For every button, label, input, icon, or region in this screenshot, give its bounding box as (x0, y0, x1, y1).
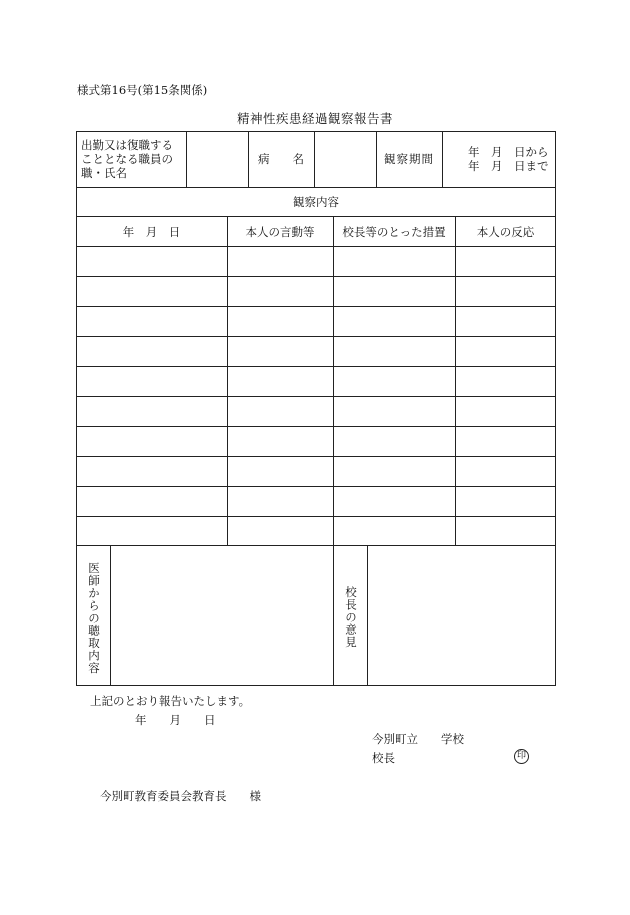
table-row (76, 456, 556, 457)
table-rule (367, 545, 368, 686)
addressee: 今別町教育委員会教育長 様 (100, 789, 261, 803)
seal-icon: 印 (514, 749, 529, 764)
column-measures: 校長等のとった措置 (342, 225, 446, 239)
period-from: 年 月 日から (468, 145, 549, 159)
table-rule (110, 545, 111, 686)
table-rule (314, 131, 315, 187)
period-range (468, 145, 549, 173)
table-rule (76, 246, 556, 247)
doctor-hearing-label: 医師からの聴取内容 (87, 562, 101, 675)
column-date: 年 月 日 (122, 225, 181, 239)
principal-opinion-label: 校長の意見 (344, 586, 358, 649)
table-rule (333, 216, 334, 686)
table-row (76, 366, 556, 367)
period-label: 観察期間 (384, 152, 434, 166)
table-row (76, 516, 556, 517)
form-number: 様式第16号(第15条関係) (77, 83, 208, 97)
table-row (76, 486, 556, 487)
period-to: 年 月 日まで (468, 159, 549, 173)
report-date: 年 月 日 (135, 713, 216, 727)
table-rule (442, 131, 443, 187)
table-row (76, 336, 556, 337)
table-row (76, 306, 556, 307)
table-row (76, 396, 556, 397)
table-rule (455, 216, 456, 545)
staff-label: 出勤又は復職する こととなる職員の 職・氏名 (81, 138, 173, 180)
table-rule (76, 187, 556, 188)
table-rule (227, 216, 228, 545)
table-rule (76, 216, 556, 217)
table-row (76, 545, 556, 546)
school-name: 今別町立 学校 (372, 732, 464, 746)
report-statement: 上記のとおり報告いたします。 (90, 694, 251, 708)
document-title: 精神性疾患経過観察報告書 (236, 111, 393, 126)
table-row (76, 426, 556, 427)
column-reaction: 本人の反応 (476, 225, 535, 239)
disease-label: 病 名 (258, 152, 304, 166)
table-row (76, 276, 556, 277)
column-behavior: 本人の言動等 (245, 225, 315, 239)
table-rule (186, 131, 187, 187)
principal-name: 校長 (372, 751, 395, 765)
report-table (76, 131, 556, 686)
observation-header: 観察内容 (293, 195, 339, 209)
